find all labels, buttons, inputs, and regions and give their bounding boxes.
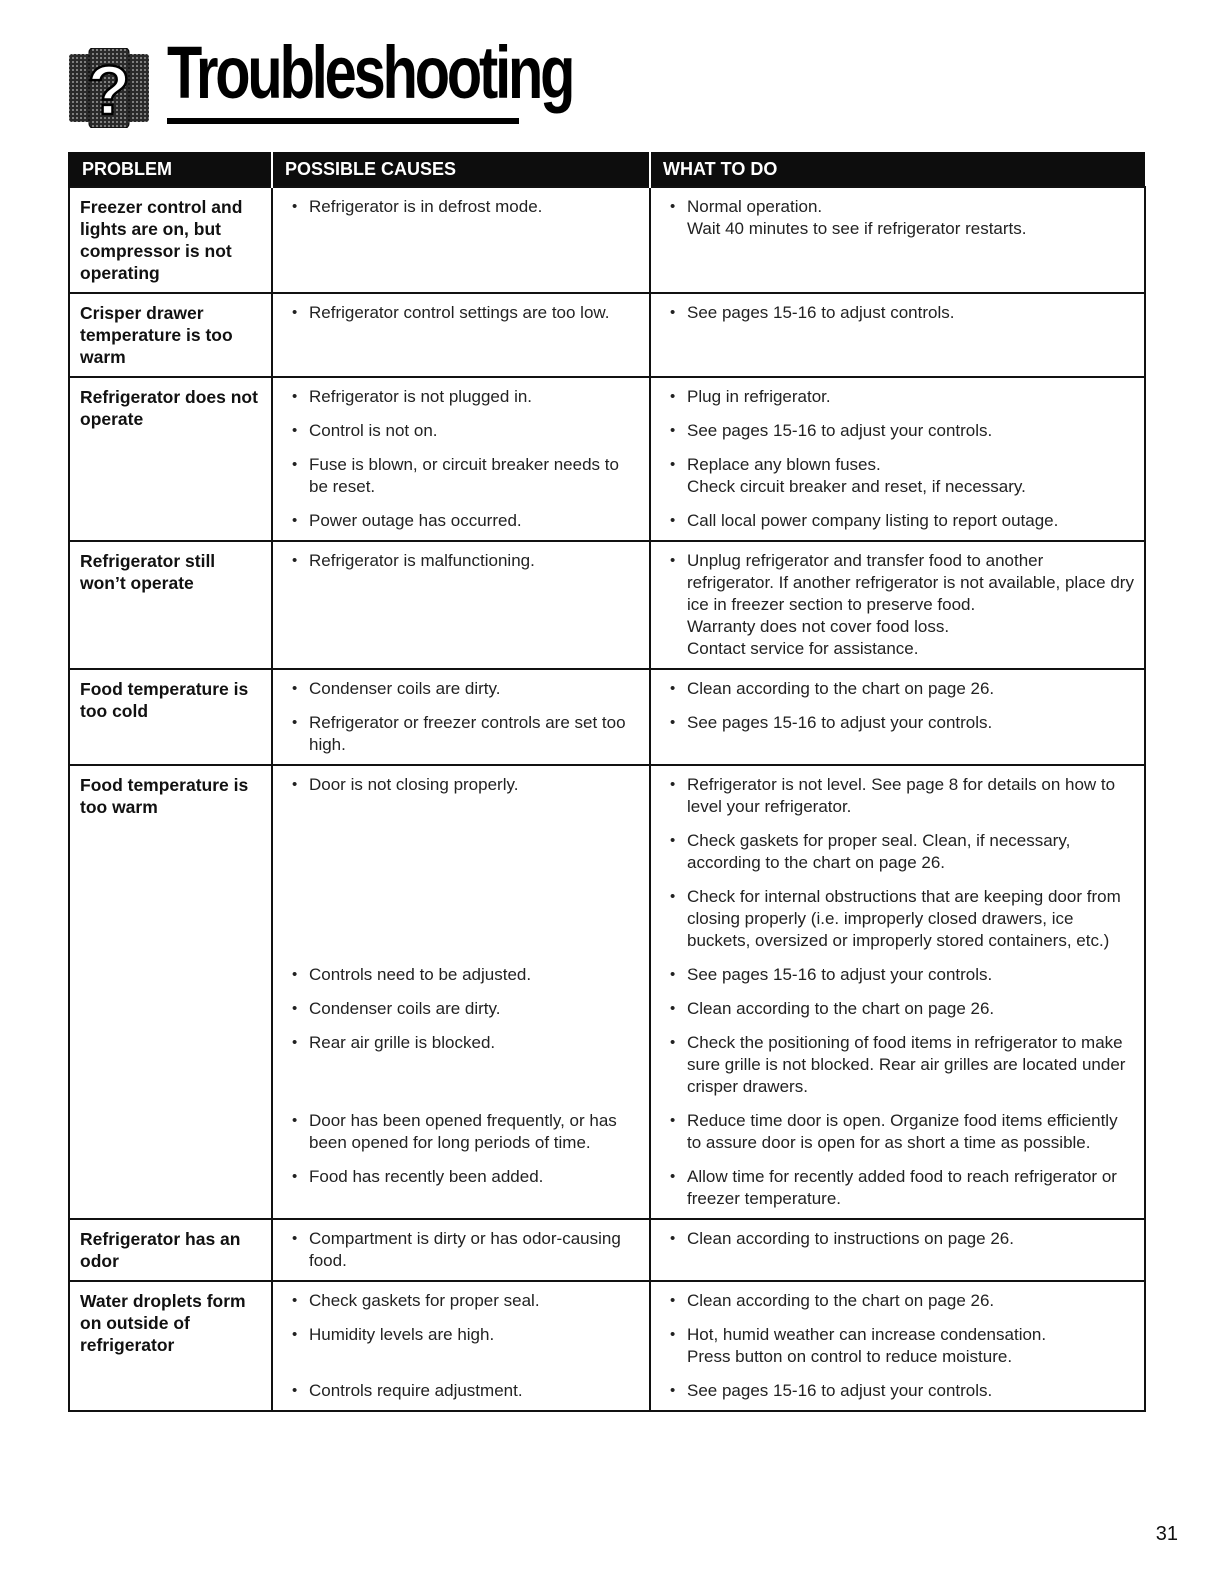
table-row [69, 1281, 1145, 1411]
remedy-text: • Check gaskets for proper seal. Clean, if necessary, according to the chart on page 26. [687, 831, 1071, 872]
table-row [69, 293, 1145, 377]
problem-cell: Refrigerator still won’t operate [69, 541, 272, 669]
what-to-do-cell [650, 669, 1145, 765]
cause-text: • Controls need to be adjusted. [309, 965, 532, 984]
remedy-item [661, 964, 1134, 986]
remedy-text: • Normal operation. [687, 197, 823, 216]
causes-list [283, 386, 639, 532]
possible-causes-cell [272, 187, 650, 293]
cause-item [283, 1228, 639, 1272]
remedy-item [661, 1032, 1134, 1098]
cause-item [283, 964, 639, 986]
cause-item [283, 386, 639, 408]
remedy-text: • See pages 15-16 to adjust your controls. [687, 713, 993, 732]
problem-cell: Crisper drawer temperature is too warm [69, 293, 272, 377]
remedy-text: • Hot, humid weather can increase condensation. [687, 1325, 1047, 1344]
possible-causes-cell [272, 669, 650, 765]
cause-item [283, 196, 639, 240]
cause-item [283, 454, 639, 498]
cause-item [283, 998, 639, 1020]
remedy-text: • Refrigerator is not level. See page 8 for details on how to level your refrigerator. [687, 775, 1116, 816]
cause-text: • Rear air grille is blocked. [309, 1033, 496, 1052]
possible-causes-cell [272, 1281, 650, 1411]
cause-item [283, 550, 639, 660]
remedies-list [661, 678, 1134, 756]
remedy-item [661, 1380, 1134, 1402]
remedy-item [661, 510, 1134, 532]
remedy-item [661, 1324, 1134, 1368]
remedy-text: • Clean according to the chart on page 26. [687, 679, 995, 698]
possible-causes-cell [272, 765, 650, 1219]
remedies-list [661, 1228, 1134, 1272]
what-to-do-cell [650, 541, 1145, 669]
remedy-item [661, 830, 1134, 874]
what-to-do-cell [650, 293, 1145, 377]
causes-list [283, 550, 639, 660]
page-title: Troubleshooting [167, 31, 573, 114]
cause-text: • Controls require adjustment. [309, 1381, 523, 1400]
possible-causes-cell [272, 293, 650, 377]
table-row [69, 1219, 1145, 1281]
table-row [69, 541, 1145, 669]
cause-item [283, 1380, 639, 1402]
remedy-item [661, 420, 1134, 442]
remedy-item [661, 1110, 1134, 1154]
cause-text: • Humidity levels are high. [309, 1325, 495, 1344]
remedy-item [661, 550, 1134, 660]
remedies-list [661, 774, 1134, 1210]
remedy-text: • Clean according to the chart on page 26. [687, 999, 995, 1018]
remedies-list [661, 550, 1134, 660]
cause-text: • Food has recently been added. [309, 1167, 544, 1186]
cause-text: • Refrigerator is in defrost mode. [309, 197, 543, 216]
remedy-text: • Unplug refrigerator and transfer food to another refrigerator. If another refrigerator is not available, place dry ice in freezer section to preserve food. [687, 551, 1134, 614]
remedy-text: • See pages 15-16 to adjust your controls. [687, 965, 993, 984]
remedy-text: • Clean according to the chart on page 26. [687, 1291, 995, 1310]
causes-list [283, 1228, 639, 1272]
cause-item [283, 302, 639, 324]
table-header [69, 152, 1145, 187]
troubleshooting-table [68, 152, 1146, 1412]
column-header-possible-causes: POSSIBLE CAUSES [272, 152, 650, 187]
table-row [69, 669, 1145, 765]
remedy-text: • Check the positioning of food items in refrigerator to make sure grille is not blocked. Rear air grilles are located under crisper drawers. [687, 1033, 1126, 1096]
page-header [67, 31, 573, 128]
cause-item [283, 420, 639, 442]
remedy-item [661, 1290, 1134, 1312]
remedy-item [661, 712, 1134, 756]
cause-item [283, 712, 639, 756]
causes-list [283, 196, 639, 240]
table-row [69, 765, 1145, 1219]
cause-text: • Refrigerator or freezer controls are set too high. [309, 713, 626, 754]
remedy-item [661, 386, 1134, 408]
cause-item [283, 1290, 639, 1312]
remedies-list [661, 196, 1134, 240]
cause-text: • Fuse is blown, or circuit breaker needs to be reset. [309, 455, 619, 496]
causes-list [283, 302, 639, 324]
causes-list [283, 678, 639, 756]
remedies-list [661, 302, 1134, 324]
cause-item [283, 774, 639, 818]
remedy-text: • Clean according to instructions on page 26. [687, 1229, 1014, 1248]
remedy-item [661, 774, 1134, 818]
cause-text: • Refrigerator control settings are too low. [309, 303, 610, 322]
cause-text: • Check gaskets for proper seal. [309, 1291, 540, 1310]
cause-text: • Refrigerator is not plugged in. [309, 387, 533, 406]
remedy-text: Warranty does not cover food loss. [687, 617, 950, 636]
cause-item [283, 1324, 639, 1368]
problem-cell: Refrigerator has an odor [69, 1219, 272, 1281]
what-to-do-cell [650, 187, 1145, 293]
possible-causes-cell [272, 1219, 650, 1281]
remedy-text: • Replace any blown fuses. [687, 455, 881, 474]
remedies-list [661, 1290, 1134, 1402]
problem-cell: Food temperature is too cold [69, 669, 272, 765]
remedies-list [661, 386, 1134, 532]
cause-item [283, 510, 639, 532]
remedy-item [661, 678, 1134, 700]
problem-cell: Food temperature is too warm [69, 765, 272, 1219]
column-header-problem: PROBLEM [69, 152, 272, 187]
remedy-text: • Plug in refrigerator. [687, 387, 831, 406]
remedy-text: • See pages 15-16 to adjust your controls. [687, 1381, 993, 1400]
what-to-do-cell [650, 377, 1145, 541]
remedy-text: • See pages 15-16 to adjust controls. [687, 303, 955, 322]
remedy-text: • See pages 15-16 to adjust your controls. [687, 421, 993, 440]
cause-text: • Control is not on. [309, 421, 438, 440]
cause-item [283, 1166, 639, 1210]
remedy-item [661, 196, 1134, 240]
remedy-item [661, 302, 1134, 324]
what-to-do-cell [650, 1219, 1145, 1281]
cause-item [283, 1032, 639, 1098]
remedy-text: • Reduce time door is open. Organize food items efficiently to assure door is open for as short a time as possible. [687, 1111, 1118, 1152]
possible-causes-cell [272, 377, 650, 541]
cause-text: • Refrigerator is malfunctioning. [309, 551, 535, 570]
table-row [69, 187, 1145, 293]
problem-cell: Freezer control and lights are on, but compressor is not operating [69, 187, 272, 293]
cause-text: • Condenser coils are dirty. [309, 679, 501, 698]
column-header-what-to-do: WHAT TO DO [650, 152, 1145, 187]
problem-cell: Refrigerator does not operate [69, 377, 272, 541]
causes-list [283, 774, 639, 1210]
cause-item [283, 678, 639, 700]
question-mark-icon [67, 48, 151, 128]
cause-text: • Power outage has occurred. [309, 511, 522, 530]
remedy-item [661, 454, 1134, 498]
cause-text: • Door is not closing properly. [309, 775, 519, 794]
remedy-item [661, 1228, 1134, 1272]
possible-causes-cell [272, 541, 650, 669]
table-body [69, 187, 1145, 1411]
remedy-text: • Call local power company listing to report outage. [687, 511, 1059, 530]
remedy-text: • Allow time for recently added food to reach refrigerator or freezer temperature. [687, 1167, 1117, 1208]
cause-text: • Compartment is dirty or has odor-causing food. [309, 1229, 621, 1270]
title-underline [167, 118, 519, 124]
svg-text:?: ? [87, 51, 131, 128]
remedy-item [661, 1166, 1134, 1210]
page-number: 31 [1155, 1523, 1178, 1545]
causes-list [283, 1290, 639, 1402]
remedy-text: Check circuit breaker and reset, if necessary. [687, 477, 1026, 496]
remedy-text: Contact service for assistance. [687, 639, 919, 658]
cause-item [283, 1110, 639, 1154]
cause-text: • Door has been opened frequently, or has been opened for long periods of time. [309, 1111, 617, 1152]
remedy-item [661, 886, 1134, 952]
remedy-item [661, 998, 1134, 1020]
remedy-text: Wait 40 minutes to see if refrigerator restarts. [687, 219, 1027, 238]
problem-cell: Water droplets form on outside of refrigerator [69, 1281, 272, 1411]
remedy-text: Press button on control to reduce moisture. [687, 1347, 1013, 1366]
table-row [69, 377, 1145, 541]
what-to-do-cell [650, 1281, 1145, 1411]
cause-text: • Condenser coils are dirty. [309, 999, 501, 1018]
what-to-do-cell [650, 765, 1145, 1219]
remedy-text: • Check for internal obstructions that are keeping door from closing properly (i.e. improperly closed drawers, ice buckets, oversized or improperly stored containers, etc.) [687, 887, 1121, 950]
